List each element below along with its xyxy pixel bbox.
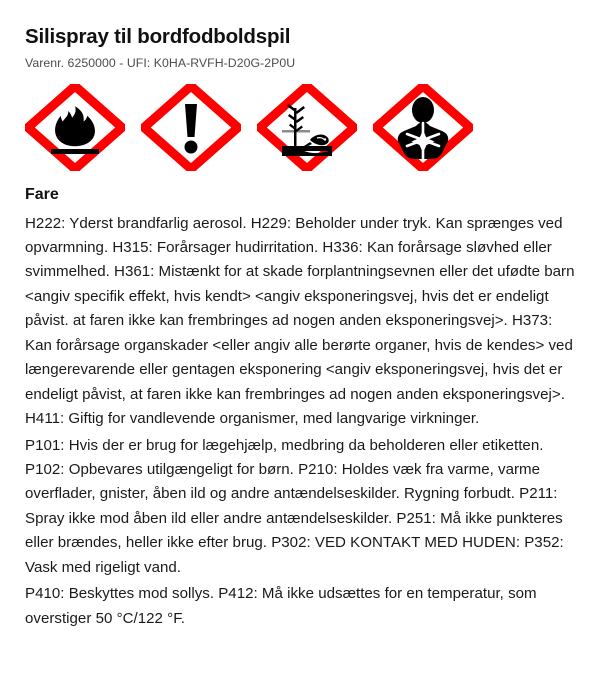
signal-word: Fare [25, 185, 59, 203]
product-identifier-meta: Varenr. 6250000 - UFI: K0HA-RVFH-D20G-2P0U [25, 55, 296, 70]
precautionary-statements-primary: P101: Hvis der er brug for lægehjælp, medbring da beholderen eller etiketten. P102: Opbevares utilgængeligt for børn. P210: Holdes væk fra varme, varme overflader, gnister, åben ild og andre antændelseskilder. Rygning forbudt. P211: Spray ikke mod åben ild eller andre antændelseskilder. P251: Må ikke punkteres eller brændes, heller ikke efter brug. P302: VED KONTAKT MED HUDEN: P352: Vask med rigeligt vand. [25, 436, 564, 576]
exclamation-mark-icon [141, 84, 241, 171]
pictogram-row [25, 84, 578, 171]
hazard-statements: H222: Yderst brandfarlig aerosol. H229: Beholder under tryk. Kan sprænges ved opvarmning. H315: Forårsager hudirritation. H336: Kan forårsage sløvhed eller svimmelhed. H361: Mistænkt for at skade forplantningsevnen eller det ufødte barn <angiv specifik effekt, hvis kendt> <angiv eksponeringsvej, hvis det er endeligt påvist. at faren ikke kan frembringes ad nogen anden eksponeringsvej>. H373: Kan forårsage organskader <eller angiv alle berørte organer, hvis de kendes> ved længerevarende eller gentagen eksponering <angiv eksponeringsvej, hvis det er endeligt påvist, at faren ikke kan frembringes ad nogen anden eksponeringsvej>. H411: Giftig for vandlevende organismer, med langvarige virkninger. [25, 214, 575, 428]
page-title: Silispray til bordfodboldspil [25, 25, 291, 48]
health-hazard-icon [373, 84, 473, 171]
environment-icon [257, 84, 357, 171]
flame-icon [25, 84, 125, 171]
precautionary-statements-secondary: P410: Beskyttes mod sollys. P412: Må ikke udsættes for en temperatur, som overstiger 50 °C/122 °F. [25, 585, 537, 627]
